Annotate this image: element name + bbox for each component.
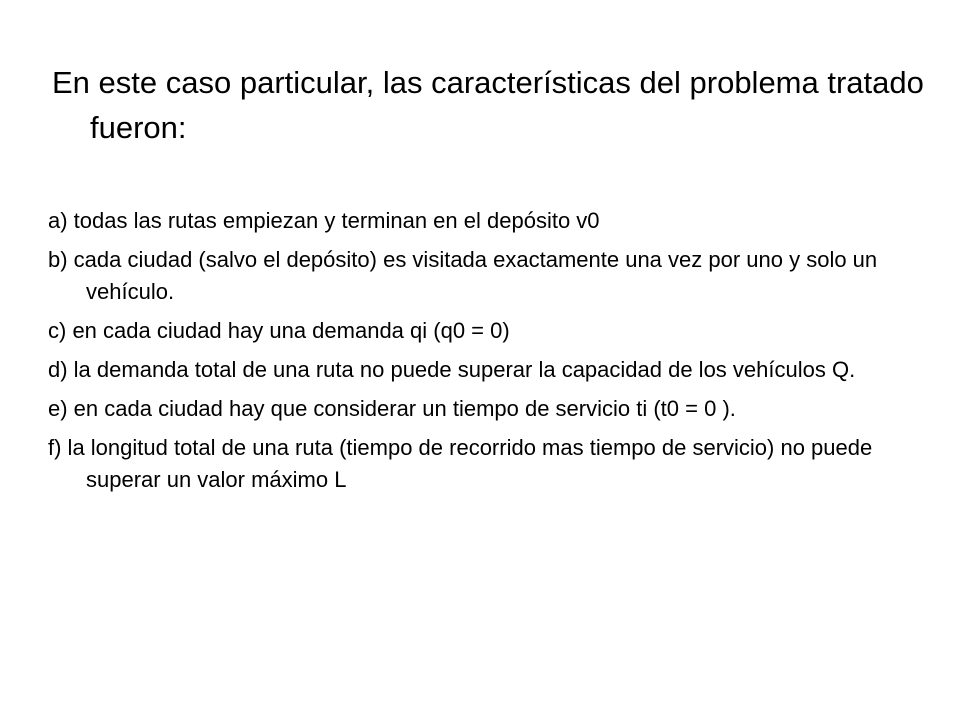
condition-item-f: f) la longitud total de una ruta (tiempo de recorrido mas tiempo de servicio) no puede superar un valor máximo L — [48, 435, 873, 492]
condition-item-b: b) cada ciudad (salvo el depósito) es visitada exactamente una vez por uno y solo un vehículo. — [48, 247, 878, 304]
conditions-list — [48, 205, 928, 503]
slide-title: En este caso particular, las características del problema tratado fueron: — [52, 65, 924, 145]
condition-item-d: d) la demanda total de una ruta no puede superar la capacidad de los vehículos Q. — [48, 357, 856, 382]
condition-item-e: e) en cada ciudad hay que considerar un tiempo de servicio ti (t0 = 0 ). — [48, 396, 736, 421]
condition-item-a: a) todas las rutas empiezan y terminan en el depósito v0 — [48, 208, 600, 233]
condition-item-c: c) en cada ciudad hay una demanda qi (q0 = 0) — [48, 318, 510, 343]
